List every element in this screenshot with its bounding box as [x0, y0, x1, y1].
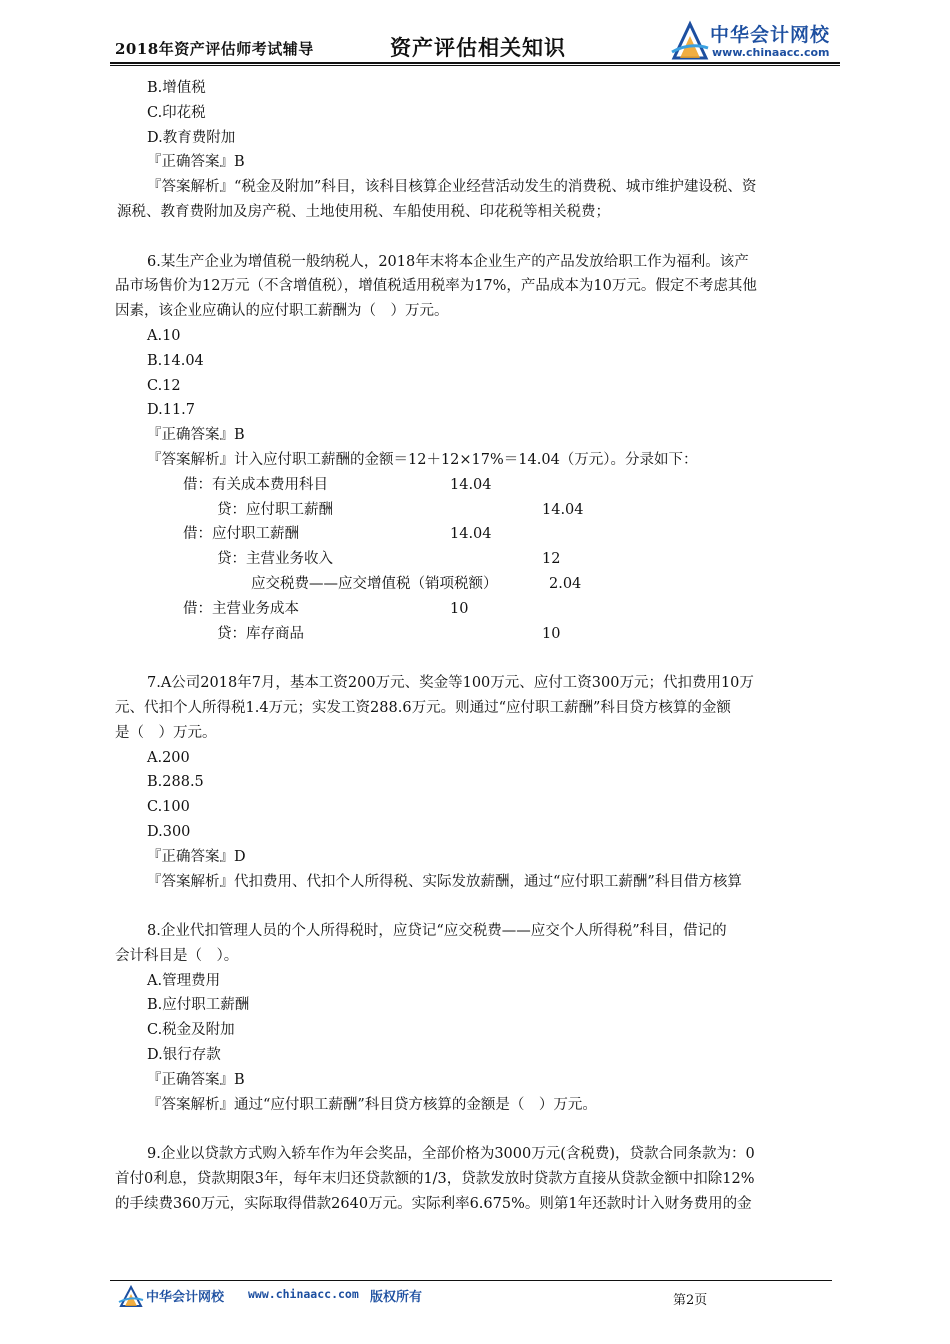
footer-brand: 中华会计网校 — [146, 1290, 225, 1305]
q7-option-c: C.100 — [147, 799, 190, 816]
journal-debit-amount: 14.04 — [450, 476, 492, 493]
journal-account: 贷：库存商品 — [217, 625, 304, 642]
logo-triangle-icon — [670, 18, 710, 62]
q6-answer: 『正确答案』B — [147, 427, 245, 444]
q6-stem-line-3: 因素，该企业应确认的应付职工薪酬为（ ）万元。 — [115, 303, 449, 320]
journal-account: 贷：应付职工薪酬 — [217, 501, 333, 518]
page-footer — [118, 1281, 838, 1315]
q9-stem-line-2: 首付0利息，贷款期限3年，每年末归还贷款额的1/3，贷款发放时贷款方直接从贷款金额中扣除12% — [115, 1171, 755, 1188]
q5-answer: 『正确答案』B — [147, 154, 245, 171]
q5-option-d: D.教育费附加 — [147, 129, 236, 146]
q8-option-c: C.税金及附加 — [147, 1022, 235, 1039]
page-header — [110, 18, 840, 62]
q6-stem-line-2: 品市场售价为12万元（不含增值税），增值税适用税率为17%，产品成本为10万元。假定不考虑其他 — [115, 278, 757, 295]
journal-credit-amount: 14.04 — [542, 501, 584, 518]
header-rule-thick — [110, 62, 840, 64]
journal-entry-row — [115, 622, 840, 647]
page-content — [115, 76, 840, 1217]
journal-entry-row — [115, 597, 840, 622]
q8-option-a: A.管理费用 — [147, 972, 221, 989]
journal-credit-amount: 10 — [542, 625, 561, 642]
q7-option-b: B.288.5 — [147, 774, 204, 791]
footer-copyright: 版权所有 — [370, 1290, 423, 1305]
q6-stem-line-1: 6.某生产企业为增值税一般纳税人，2018年末将本企业生产的产品发放给职工作为福利。该产 — [147, 253, 749, 270]
q8-answer: 『正确答案』B — [147, 1071, 245, 1088]
q6-option-b: B.14.04 — [147, 352, 204, 369]
q7-option-d: D.300 — [147, 823, 191, 840]
header-subject-title: 资产评估相关知识 — [390, 35, 566, 60]
q8-stem-line-1: 8.企业代扣管理人员的个人所得税时，应贷记“应交税费——应交个人所得税”科目，借记的 — [147, 923, 727, 940]
q6-option-c: C.12 — [147, 377, 181, 394]
q5-option-b: B.增值税 — [147, 80, 206, 96]
q8-analysis: 『答案解析』通过“应付职工薪酬”科目贷方核算的金额是（ ）万元。 — [147, 1096, 597, 1113]
q8-stem-line-2: 会计科目是（ ）。 — [115, 947, 239, 964]
q7-option-a: A.200 — [147, 749, 190, 766]
q7-stem-line-1: 7.A公司2018年7月，基本工资200万元、奖金等100万元、应付工资300万元；代扣费用10万 — [147, 675, 754, 692]
journal-credit-amount: 12 — [542, 551, 561, 568]
journal-entry-row — [115, 522, 840, 547]
q8-option-b: B.应付职工薪酬 — [147, 997, 250, 1014]
q9-stem-line-3: 的手续费360万元，实际取得借款2640万元。实际利率6.675%。则第1年还款时计入财务费用的金 — [115, 1195, 752, 1212]
page-number: 第2页 — [673, 1293, 708, 1308]
q6-option-a: A.10 — [147, 327, 181, 344]
journal-account: 贷：主营业务收入 — [217, 551, 333, 568]
logo-url: www.chinaacc.com — [712, 46, 830, 59]
logo-brand-name: 中华会计网校 — [710, 24, 831, 46]
header-rule-thin — [110, 65, 840, 66]
chinaacc-logo — [670, 18, 845, 62]
journal-debit-amount: 10 — [450, 600, 469, 617]
journal-entry-row — [115, 498, 840, 523]
q8-option-d: D.银行存款 — [147, 1047, 221, 1064]
journal-credit-amount: 2.04 — [549, 575, 582, 592]
q9-stem-line-1: 9.企业以贷款方式购入轿车作为年会奖品，全部价格为3000万元(含税费)，贷款合同条款为：0 — [147, 1146, 755, 1163]
journal-account: 应交税费——应交增值税（销项税额） — [251, 575, 498, 592]
journal-entry-row — [115, 572, 840, 597]
q7-answer: 『正确答案』D — [147, 848, 246, 865]
journal-entry-row — [115, 547, 840, 572]
footer-logo-icon — [118, 1283, 144, 1309]
q5-analysis-line-2: 源税、教育费附加及房产税、土地使用税、车船使用税、印花税等相关税费； — [117, 203, 610, 220]
header-course-title: 2018年资产评估师考试辅导 — [115, 40, 314, 58]
q5-option-c: C.印花税 — [147, 104, 206, 121]
journal-entry-row — [115, 473, 840, 498]
q5-analysis-line-1: 『答案解析』“税金及附加”科目，该科目核算企业经营活动发生的消费税、城市维护建设税、资 — [147, 179, 757, 196]
journal-account: 借：主营业务成本 — [183, 600, 299, 617]
journal-debit-amount: 14.04 — [450, 526, 492, 543]
q7-analysis: 『答案解析』代扣费用、代扣个人所得税、实际发放薪酬，通过“应付职工薪酬”科目借方核算 — [147, 873, 742, 890]
q6-option-d: D.11.7 — [147, 402, 196, 419]
q7-stem-line-3: 是（ ）万元。 — [115, 724, 217, 741]
q7-stem-line-2: 元、代扣个人所得税1.4万元；实发工资288.6万元。则通过“应付职工薪酬”科目贷方核算的金额 — [115, 699, 731, 716]
q6-analysis: 『答案解析』计入应付职工薪酬的金额＝12＋12×17%＝14.04（万元）。分录如下： — [147, 451, 698, 468]
footer-url: www.chinaacc.com — [248, 1287, 359, 1301]
journal-account: 借：有关成本费用科目 — [183, 476, 328, 493]
journal-account: 借：应付职工薪酬 — [183, 526, 299, 543]
